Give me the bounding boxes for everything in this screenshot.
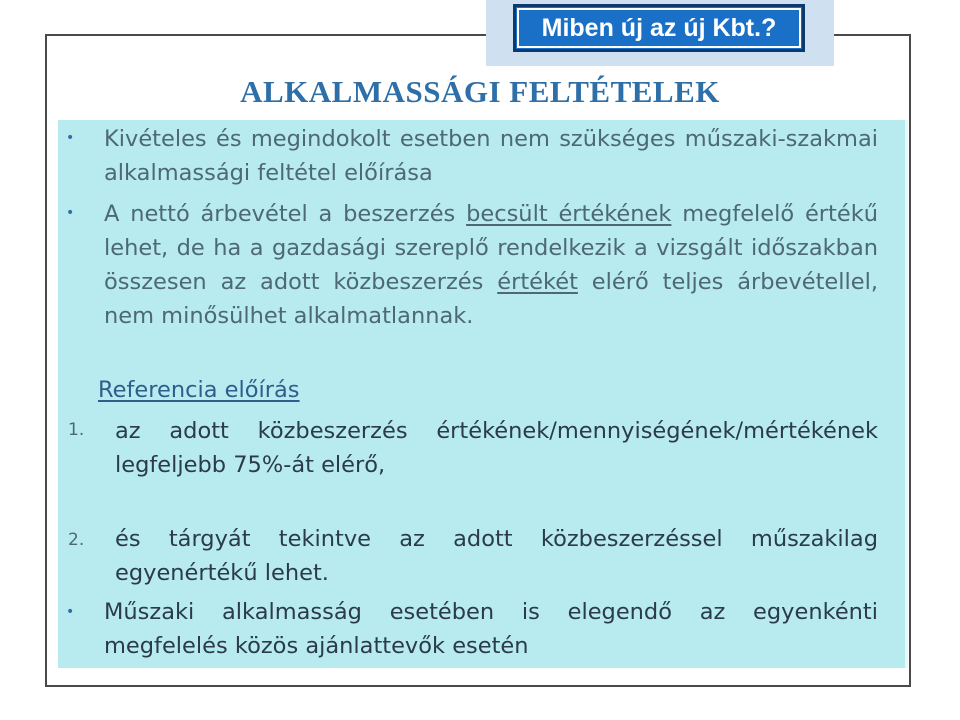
- bullet-2-text-b: megfelelő értékű lehet, de ha a gazdasági szereplő rendelkezik a vizsgált időszakban összesen az adott közbeszerzés: [104, 201, 878, 295]
- bullet-2-underlined-value: értékét: [497, 269, 578, 295]
- bullet-item-2: [104, 197, 878, 333]
- header-badge: Miben új az új Kbt.?: [513, 4, 805, 52]
- numbered-item-2: és tárgyát tekintve az adott közbeszerzéssel műszakilag egyenértékű lehet.: [115, 526, 878, 586]
- numbered-item-1: az adott közbeszerzés értékének/mennyiségének/mértékének legfeljebb 75%-át elérő,: [115, 418, 878, 478]
- bullet-2-text-c: elérő teljes árbevétellel, nem minősülhet alkalmatlannak.: [104, 269, 878, 329]
- badge-container: [486, 0, 834, 66]
- numbered-marker-1: 1.: [68, 420, 85, 440]
- bullet-dot-icon: •: [66, 604, 75, 620]
- content-box: [58, 120, 908, 668]
- bullet-item-3: Műszaki alkalmasság esetében is elegendő az egyenkénti megfelelés közös ajánlattevők esetén: [104, 599, 878, 659]
- reference-heading: Referencia előírás: [98, 377, 300, 403]
- bullet-dot-icon: •: [66, 130, 75, 146]
- bullet-2-text-a: A nettó árbevétel a beszerzés: [104, 201, 467, 227]
- content-edge-stripe: [905, 120, 908, 668]
- bullet-dot-icon: •: [66, 205, 75, 221]
- slide-title: ALKALMASSÁGI FELTÉTELEK: [240, 74, 720, 109]
- bullet-2-underlined-estimated-value: becsült értékének: [466, 201, 672, 227]
- numbered-marker-2: 2.: [68, 530, 85, 550]
- bullet-item-1: Kivételes és megindokolt esetben nem szükséges műszaki-szakmai alkalmassági feltétel előírása: [104, 126, 878, 186]
